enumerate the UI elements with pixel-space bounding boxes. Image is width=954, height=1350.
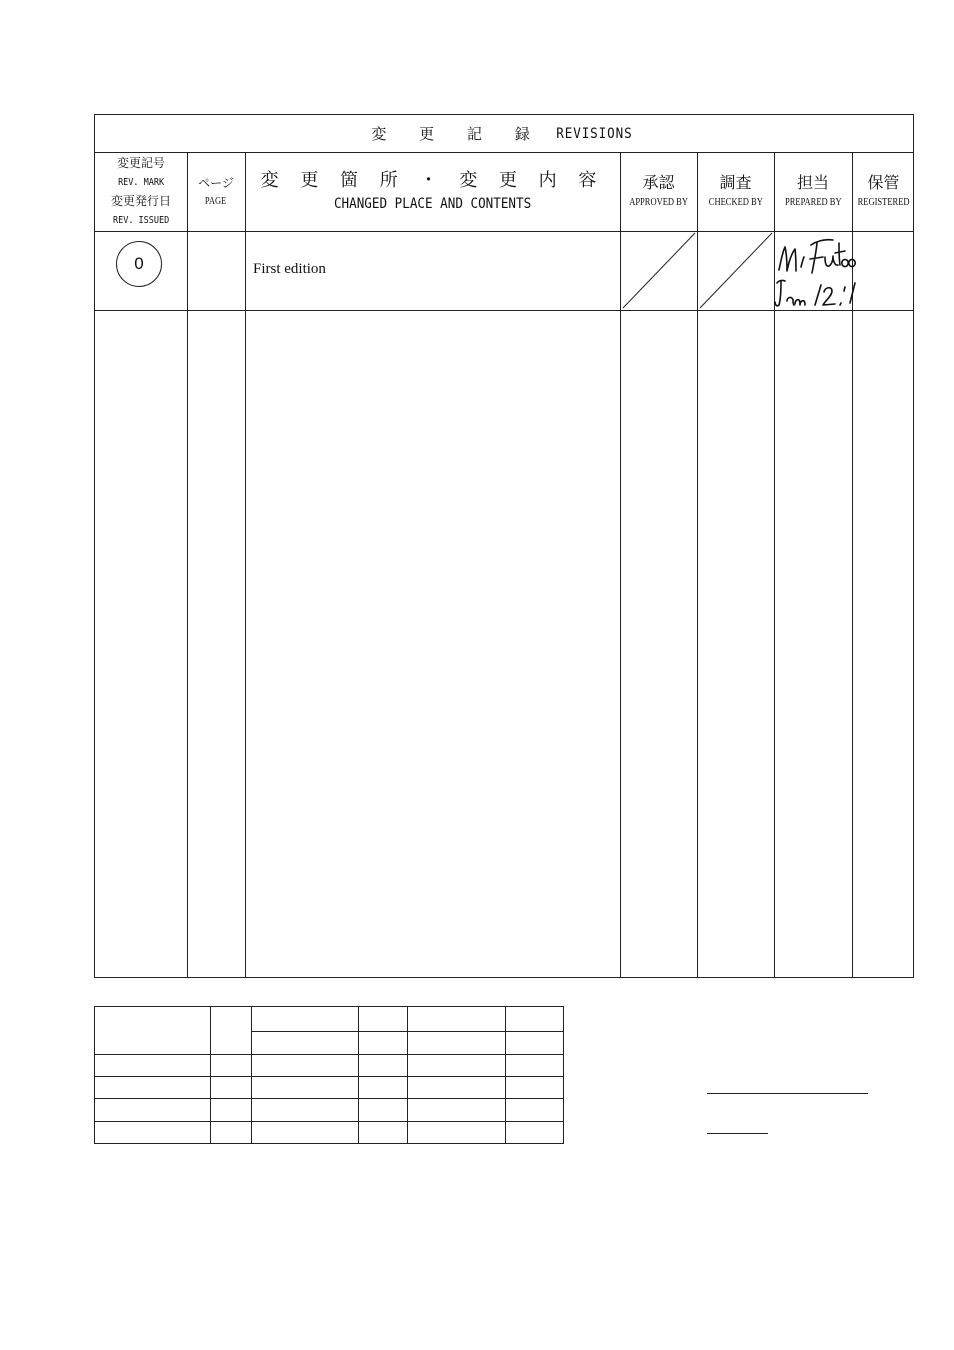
approved-slash (623, 233, 695, 308)
rev-issued-jp: 変更発行日 (110, 194, 171, 208)
checked-en: CHECKED BY (708, 197, 763, 208)
approved-jp: 承認 (642, 173, 675, 192)
rev-mark-jp: 変更記号 (116, 156, 165, 170)
page-jp: ページ (198, 175, 234, 190)
title-en: REVISIONS (555, 125, 633, 142)
grid-outline (95, 1007, 564, 1144)
row-marks (95, 115, 915, 979)
title-jp: 変 更 記 録 (371, 125, 544, 143)
date-line (707, 1133, 768, 1134)
rev-mark-en: REV. MARK (117, 177, 165, 188)
checked-jp: 調査 (719, 173, 752, 192)
approval-grid (94, 1006, 564, 1144)
rev-issued-en: REV. ISSUED (112, 215, 170, 226)
prepared-signature (775, 240, 855, 306)
changed-en: CHANGED PLACE AND CONTENTS (333, 196, 532, 212)
approved-en: APPROVED BY (629, 197, 688, 208)
page-en: PAGE (205, 195, 227, 207)
checked-slash (700, 233, 772, 308)
registered-en: REGISTERED (857, 197, 910, 208)
contents-text: First edition (253, 261, 326, 277)
prepared-jp: 担当 (796, 173, 829, 192)
prepared-en: PREPARED BY (784, 197, 842, 208)
changed-jp: 変 更 箇 所 ・ 変 更 内 容 (260, 170, 605, 191)
revisions-table (94, 114, 914, 978)
signature-line (707, 1093, 868, 1094)
registered-jp: 保管 (867, 173, 900, 192)
rev-mark-value: 0 (134, 254, 144, 273)
